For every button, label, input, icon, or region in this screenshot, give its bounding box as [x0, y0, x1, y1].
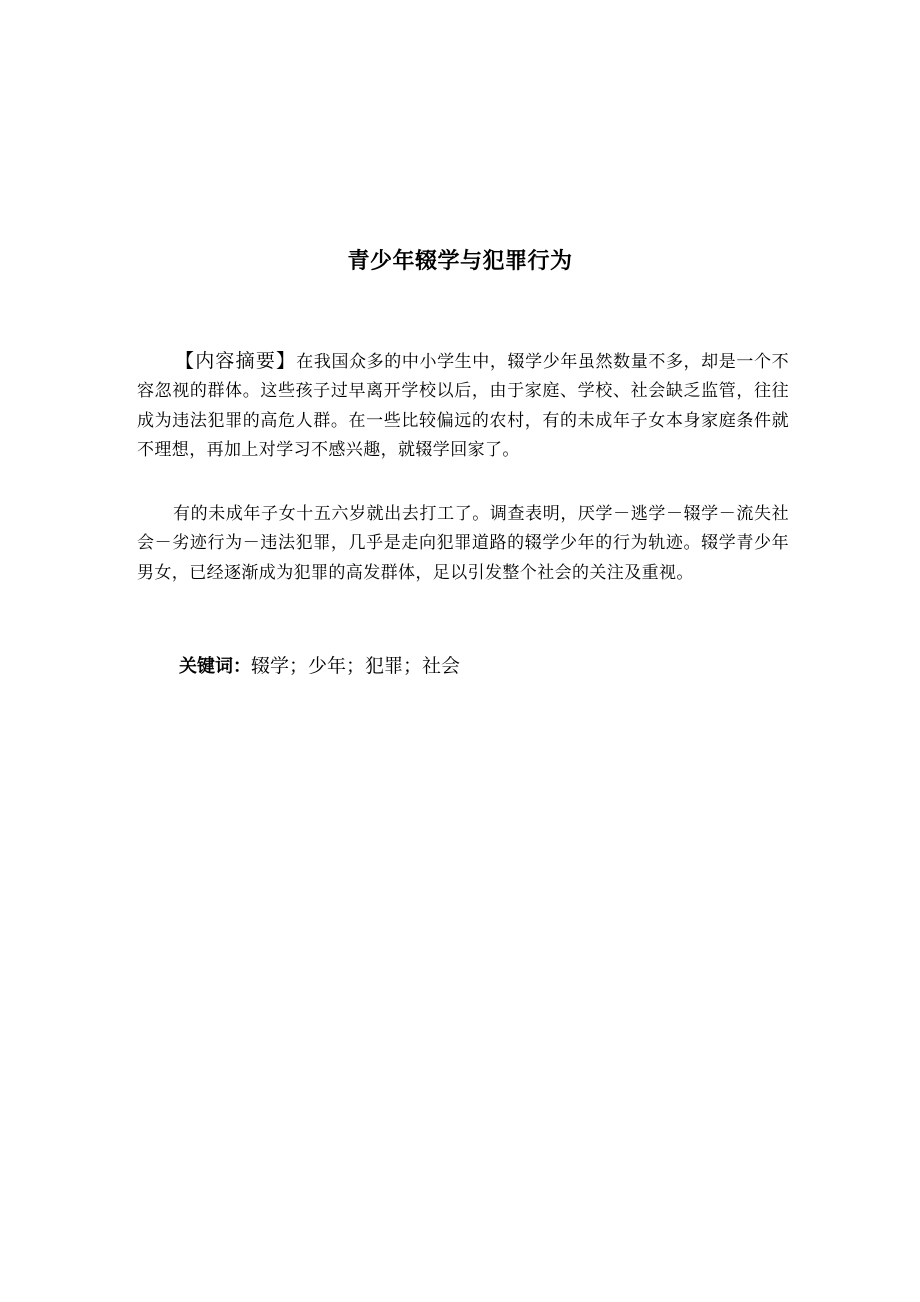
abstract-paragraph	[137, 347, 789, 465]
keywords-value: 辍学；少年；犯罪；社会	[251, 655, 461, 677]
body-paragraph: 有的未成年子女十五六岁就出去打工了。调查表明，厌学－逃学－辍学－流失社会－劣迹行为－违法犯罪，几乎是走向犯罪道路的辍学少年的行为轨迹。辍学青少年男女，已经逐渐成为犯罪的高发群体，足以引发整个社会的关注及重视。	[137, 504, 789, 583]
abstract-label: 【内容摘要】	[175, 350, 297, 372]
keywords-line	[179, 651, 460, 682]
abstract-text: 在我国众多的中小学生中，辍学少年虽然数量不多，却是一个不容忽视的群体。这些孩子过早离开学校以后，由于家庭、学校、社会缺乏监管，往往成为违法犯罪的高危人群。在一些比较偏远的农村，有的未成年子女本身家庭条件就不理想，再加上对学习不感兴趣，就辍学回家了。	[137, 352, 789, 460]
document-title: 青少年辍学与犯罪行为	[347, 249, 573, 274]
keywords-label: 关键词：	[179, 656, 251, 677]
